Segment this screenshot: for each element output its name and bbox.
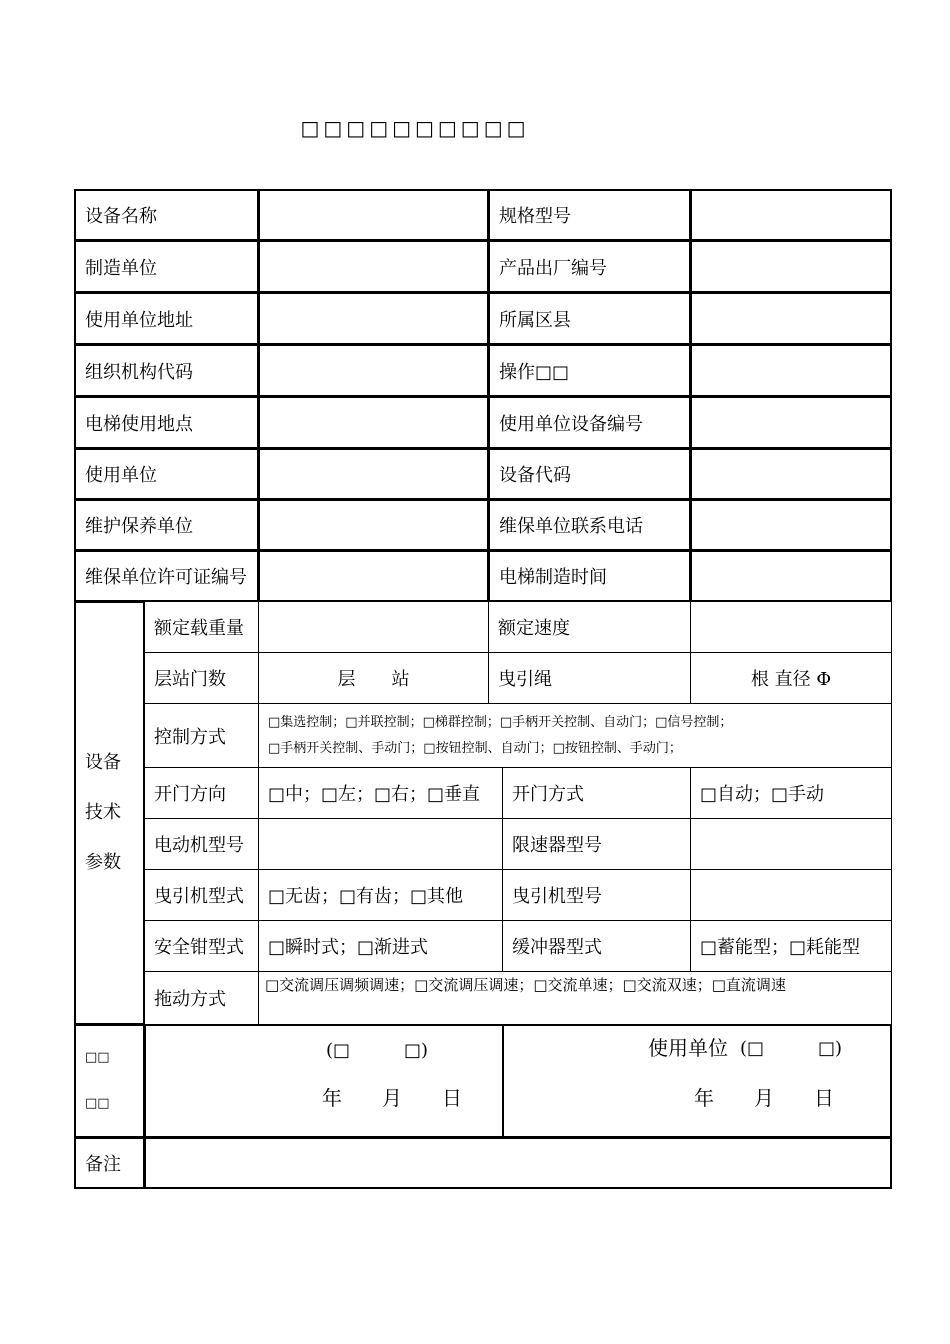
label-drive-mode: 拖动方式 — [144, 971, 259, 1025]
label-control-mode: 控制方式 — [144, 703, 259, 768]
label-safety-gear: 安全钳型式 — [144, 920, 259, 972]
label-operator: 操作□□ — [488, 344, 691, 397]
tech-label-line2: 技术 — [85, 802, 121, 823]
field-traction-rope[interactable]: 根 直径 Φ — [690, 652, 892, 704]
control-options-line1: □集选控制；□并联控制；□梯群控制；□手柄开关控制、自动门；□信号控制； — [268, 714, 733, 730]
sign-right-box[interactable] — [502, 1024, 892, 1138]
field-factory-number[interactable] — [690, 240, 892, 293]
field-manufacture-date[interactable] — [690, 550, 892, 602]
field-rated-load[interactable] — [258, 601, 489, 653]
tech-params-group-label — [74, 601, 145, 1025]
label-model-spec: 规格型号 — [488, 189, 691, 241]
field-manufacturer[interactable] — [258, 240, 489, 293]
label-org-code: 组织机构代码 — [74, 344, 259, 397]
field-governor-model[interactable] — [690, 818, 892, 870]
label-maintenance-unit: 维护保养单位 — [74, 499, 259, 551]
field-user-address[interactable] — [258, 292, 489, 345]
field-control-mode[interactable] — [258, 703, 892, 768]
right-seal: (□ □) — [740, 1038, 843, 1059]
field-model-spec[interactable] — [690, 189, 892, 241]
label-user-address: 使用单位地址 — [74, 292, 259, 345]
label-user-unit: 使用单位 — [74, 448, 259, 500]
label-governor-model: 限速器型号 — [502, 818, 691, 870]
field-license-number[interactable] — [258, 550, 489, 602]
label-district: 所属区县 — [488, 292, 691, 345]
field-elevator-location[interactable] — [258, 396, 489, 449]
left-seal: (□ □) — [326, 1040, 429, 1061]
field-drive-mode[interactable]: □交流调压调频调速；□交流调压调速；□交流单速；□交流双速；□直流调速 — [258, 971, 892, 1025]
registration-form — [74, 189, 892, 1189]
label-manufacturer: 制造单位 — [74, 240, 259, 293]
field-operator[interactable] — [690, 344, 892, 397]
field-traction-type[interactable]: □无齿；□有齿；□其他 — [258, 869, 503, 921]
field-district[interactable] — [690, 292, 892, 345]
label-equipment-name: 设备名称 — [74, 189, 259, 241]
label-license-number: 维保单位许可证编号 — [74, 550, 259, 602]
right-date: 年 月 日 — [694, 1086, 834, 1110]
field-safety-gear[interactable]: □瞬时式；□渐进式 — [258, 920, 503, 972]
label-floors-stops: 层站门数 — [144, 652, 259, 704]
field-maintenance-phone[interactable] — [690, 499, 892, 551]
label-equipment-code: 设备代码 — [488, 448, 691, 500]
label-rated-speed: 额定速度 — [488, 601, 691, 653]
field-door-direction[interactable]: □中；□左；□右；□垂直 — [258, 767, 503, 819]
field-remark[interactable] — [144, 1137, 892, 1189]
field-floors-stops[interactable]: 层 站 — [258, 652, 489, 704]
label-buffer-type: 缓冲器型式 — [502, 920, 691, 972]
field-user-unit[interactable] — [258, 448, 489, 500]
label-traction-type: 曳引机型式 — [144, 869, 259, 921]
field-door-mode[interactable]: □自动；□手动 — [690, 767, 892, 819]
tech-label-line1: 设备 — [85, 752, 121, 773]
sign-label-line1: □□ — [85, 1050, 110, 1065]
sign-left-box[interactable] — [144, 1024, 504, 1138]
label-traction-model: 曳引机型号 — [502, 869, 691, 921]
field-equipment-name[interactable] — [258, 189, 489, 241]
label-door-direction: 开门方向 — [144, 767, 259, 819]
label-elevator-location: 电梯使用地点 — [74, 396, 259, 449]
left-date: 年 月 日 — [322, 1086, 462, 1110]
field-traction-model[interactable] — [690, 869, 892, 921]
field-buffer-type[interactable]: □蓄能型；□耗能型 — [690, 920, 892, 972]
field-rated-speed[interactable] — [690, 601, 892, 653]
form-title: □□□□□□□□□□ — [300, 116, 530, 140]
control-options-line2: □手柄开关控制、手动门；□按钮控制、自动门；□按钮控制、手动门； — [268, 740, 682, 756]
field-motor-model[interactable] — [258, 818, 503, 870]
label-rated-load: 额定载重量 — [144, 601, 259, 653]
label-motor-model: 电动机型号 — [144, 818, 259, 870]
label-traction-rope: 曳引绳 — [488, 652, 691, 704]
right-unit-label: 使用单位 — [648, 1036, 728, 1060]
label-door-mode: 开门方式 — [502, 767, 691, 819]
sign-label-line2: □□ — [85, 1096, 110, 1111]
label-user-equipment-number: 使用单位设备编号 — [488, 396, 691, 449]
tech-label-line3: 参数 — [85, 852, 121, 873]
sign-label — [74, 1024, 145, 1138]
field-org-code[interactable] — [258, 344, 489, 397]
label-remark: 备注 — [74, 1137, 145, 1189]
field-user-equipment-number[interactable] — [690, 396, 892, 449]
field-equipment-code[interactable] — [690, 448, 892, 500]
label-manufacture-date: 电梯制造时间 — [488, 550, 691, 602]
label-factory-number: 产品出厂编号 — [488, 240, 691, 293]
field-maintenance-unit[interactable] — [258, 499, 489, 551]
label-maintenance-phone: 维保单位联系电话 — [488, 499, 691, 551]
